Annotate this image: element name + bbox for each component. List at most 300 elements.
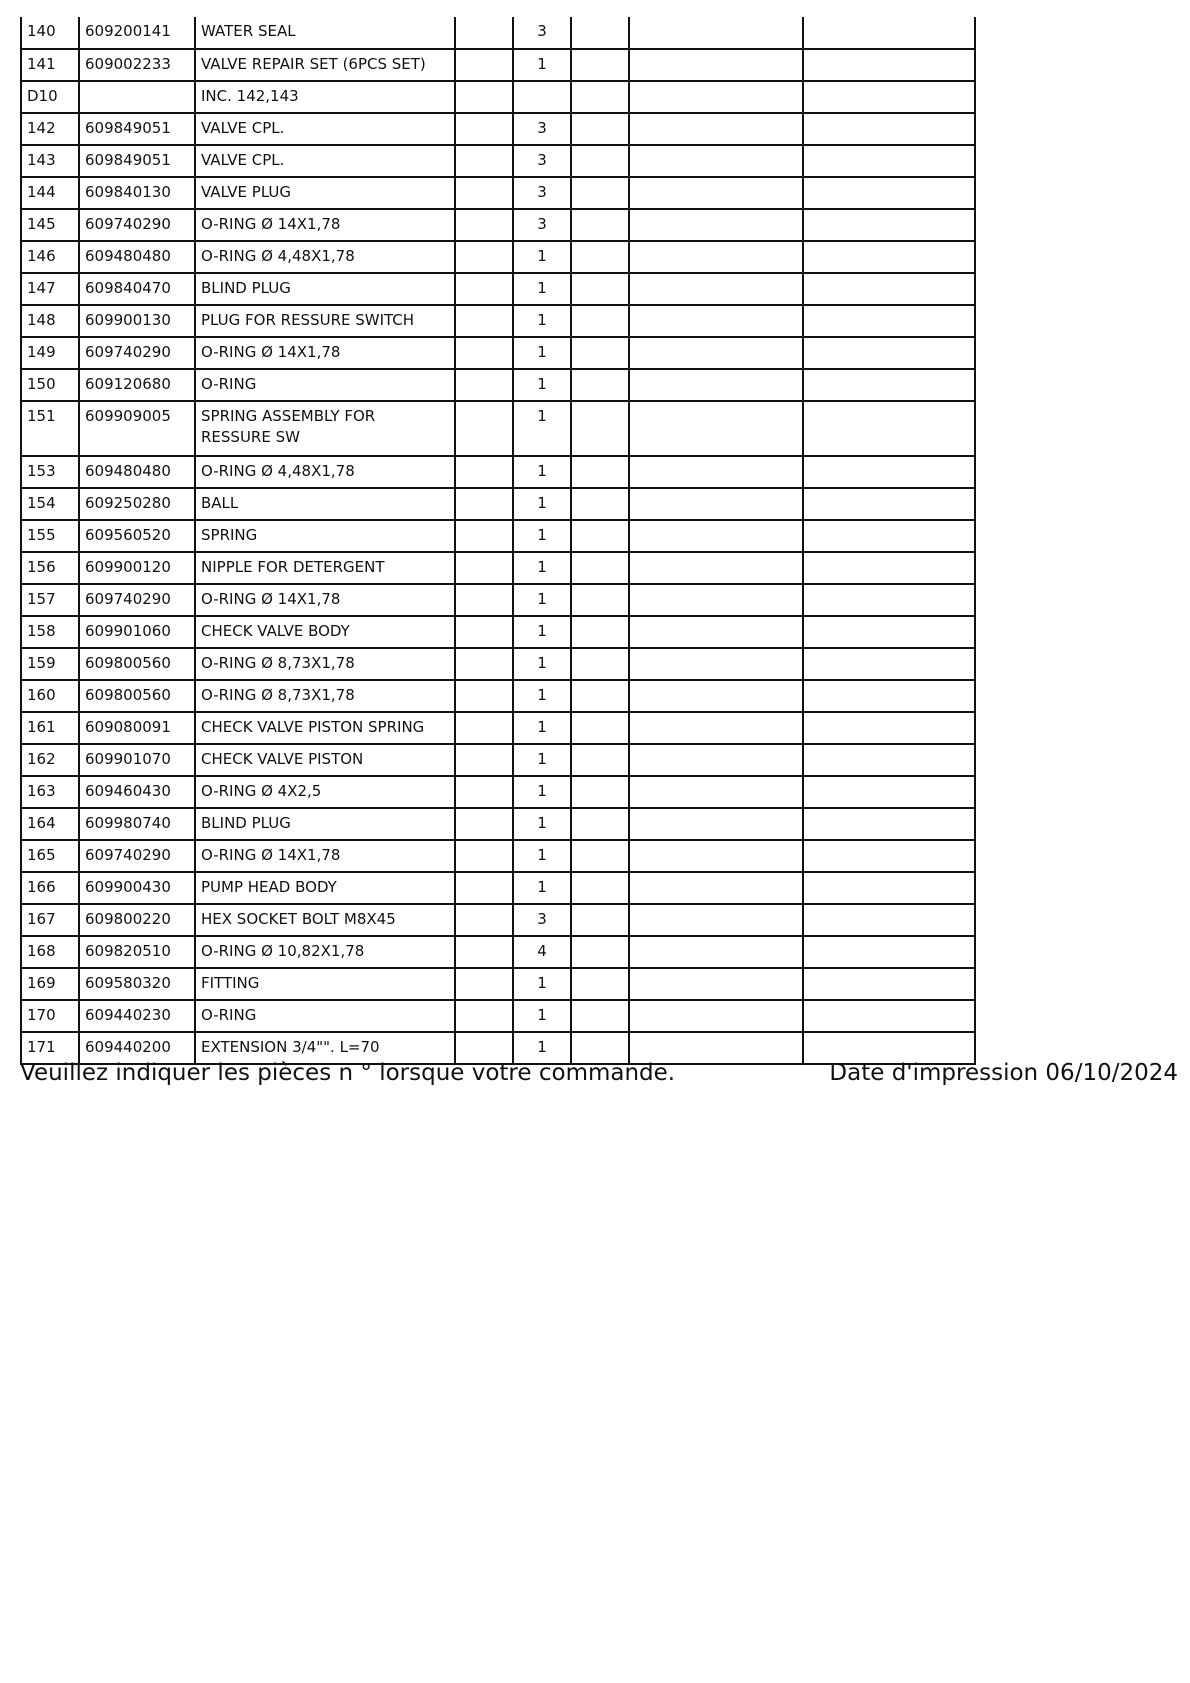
quantity-text: 1 [537, 750, 547, 768]
table-row [21, 776, 975, 808]
table-row [21, 840, 975, 872]
blank-cell [803, 273, 975, 305]
quantity-text: 1 [537, 878, 547, 896]
blank-text [461, 457, 507, 461]
blank-text [635, 553, 797, 557]
part-code-text: 609900120 [85, 558, 171, 576]
blank-cell [803, 872, 975, 904]
part-number-cell [21, 808, 79, 840]
table-row [21, 49, 975, 81]
blank-text [577, 306, 623, 310]
quantity-text: 1 [537, 718, 547, 736]
quantity-text: 1 [537, 55, 547, 73]
blank-text [577, 210, 623, 214]
quantity-text: 1 [537, 462, 547, 480]
part-code-cell [79, 177, 195, 209]
blank-cell [803, 584, 975, 616]
part-number-cell [21, 273, 79, 305]
blank-cell [571, 712, 629, 744]
blank-text [461, 521, 507, 525]
part-description-cell [195, 209, 455, 241]
table-row [21, 81, 975, 113]
part-description-text: O-RING Ø 14X1,78 [201, 590, 341, 608]
blank-text [635, 841, 797, 845]
quantity-text: 1 [537, 814, 547, 832]
part-code-text: 609740290 [85, 343, 171, 361]
blank-text [461, 649, 507, 653]
part-number-text: 162 [27, 750, 56, 768]
blank-cell [455, 401, 513, 456]
part-number-text: 157 [27, 590, 56, 608]
part-description-cell [195, 776, 455, 808]
part-code-text: 609250280 [85, 494, 171, 512]
blank-text [461, 489, 507, 493]
table-row [21, 273, 975, 305]
blank-cell [455, 145, 513, 177]
part-code-cell [79, 305, 195, 337]
blank-text [461, 114, 507, 118]
part-code-text [85, 82, 189, 86]
blank-text [809, 210, 969, 214]
blank-text [635, 178, 797, 182]
part-number-text: 164 [27, 814, 56, 832]
part-number-cell [21, 49, 79, 81]
blank-text [577, 274, 623, 278]
part-number-text: 145 [27, 215, 56, 233]
blank-cell [455, 648, 513, 680]
quantity-cell [513, 744, 571, 776]
blank-cell [571, 17, 629, 49]
blank-cell [571, 49, 629, 81]
part-number-cell [21, 456, 79, 488]
quantity-cell [513, 968, 571, 1000]
blank-cell [455, 808, 513, 840]
quantity-text: 1 [537, 279, 547, 297]
part-description-cell [195, 401, 455, 456]
blank-cell [571, 648, 629, 680]
part-description-cell [195, 177, 455, 209]
blank-text [809, 905, 969, 909]
part-number-cell [21, 17, 79, 49]
table-row [21, 904, 975, 936]
quantity-text: 1 [537, 375, 547, 393]
blank-cell [571, 241, 629, 273]
blank-cell [803, 808, 975, 840]
table-row [21, 113, 975, 145]
part-description-text: BALL [201, 494, 239, 512]
part-number-cell [21, 520, 79, 552]
part-number-cell [21, 113, 79, 145]
blank-text [461, 370, 507, 374]
part-number-cell [21, 337, 79, 369]
quantity-text: 1 [537, 974, 547, 992]
blank-cell [571, 520, 629, 552]
blank-cell [629, 584, 803, 616]
quantity-text: 1 [537, 622, 547, 640]
blank-text [635, 82, 797, 86]
part-description-text: O-RING Ø 14X1,78 [201, 343, 341, 361]
part-description-cell [195, 456, 455, 488]
blank-text [461, 17, 507, 21]
part-code-text: 609740290 [85, 215, 171, 233]
blank-text [461, 681, 507, 685]
blank-cell [455, 241, 513, 273]
blank-text [809, 713, 969, 717]
quantity-text: 3 [537, 910, 547, 928]
part-code-text: 609820510 [85, 942, 171, 960]
blank-text [809, 937, 969, 941]
blank-text [577, 745, 623, 749]
blank-text [461, 338, 507, 342]
part-description-text: O-RING [201, 375, 257, 393]
part-number-text: 161 [27, 718, 56, 736]
part-code-cell [79, 81, 195, 113]
blank-cell [629, 872, 803, 904]
part-description-cell [195, 273, 455, 305]
quantity-cell [513, 488, 571, 520]
blank-text [577, 777, 623, 781]
part-number-text: 142 [27, 119, 56, 137]
part-code-cell [79, 17, 195, 49]
part-number-cell [21, 712, 79, 744]
blank-cell [455, 680, 513, 712]
blank-text [577, 242, 623, 246]
part-code-cell [79, 552, 195, 584]
part-code-cell [79, 49, 195, 81]
table-row [21, 337, 975, 369]
part-number-text: 153 [27, 462, 56, 480]
quantity-cell [513, 456, 571, 488]
blank-text [809, 242, 969, 246]
blank-cell [629, 1000, 803, 1032]
part-description-cell [195, 936, 455, 968]
quantity-text: 1 [537, 1006, 547, 1024]
blank-cell [455, 1000, 513, 1032]
blank-text [461, 969, 507, 973]
blank-text [577, 178, 623, 182]
part-description-text: CHECK VALVE PISTON [201, 750, 364, 768]
blank-cell [571, 145, 629, 177]
table-row [21, 936, 975, 968]
quantity-text: 1 [537, 407, 547, 425]
blank-cell [803, 488, 975, 520]
part-code-text: 609460430 [85, 782, 171, 800]
blank-text [635, 873, 797, 877]
blank-cell [629, 49, 803, 81]
blank-cell [629, 488, 803, 520]
table-row [21, 241, 975, 273]
part-number-text: 146 [27, 247, 56, 265]
quantity-text: 3 [537, 151, 547, 169]
quantity-text: 1 [537, 311, 547, 329]
part-description-text: O-RING Ø 14X1,78 [201, 215, 341, 233]
blank-cell [629, 241, 803, 273]
blank-cell [803, 616, 975, 648]
blank-text [635, 905, 797, 909]
part-description-text: VALVE CPL. [201, 151, 285, 169]
part-number-text: 158 [27, 622, 56, 640]
part-code-text: 609440200 [85, 1038, 171, 1056]
part-description-cell [195, 241, 455, 273]
blank-cell [571, 744, 629, 776]
part-number-text: 165 [27, 846, 56, 864]
blank-cell [803, 49, 975, 81]
blank-cell [629, 337, 803, 369]
quantity-text: 3 [537, 215, 547, 233]
blank-text [461, 146, 507, 150]
blank-text [461, 210, 507, 214]
part-description-cell [195, 520, 455, 552]
part-code-text: 609800560 [85, 654, 171, 672]
blank-text [635, 457, 797, 461]
part-number-cell [21, 552, 79, 584]
quantity-cell [513, 273, 571, 305]
blank-cell [455, 968, 513, 1000]
blank-text [809, 274, 969, 278]
part-number-text: 171 [27, 1038, 56, 1056]
part-description-cell [195, 145, 455, 177]
blank-text [461, 841, 507, 845]
quantity-text: 1 [537, 782, 547, 800]
blank-cell [629, 520, 803, 552]
quantity-text: 1 [537, 846, 547, 864]
blank-cell [803, 401, 975, 456]
blank-text [809, 681, 969, 685]
blank-text [577, 809, 623, 813]
blank-cell [571, 616, 629, 648]
part-description-text: FITTING [201, 974, 260, 992]
quantity-text: 3 [537, 119, 547, 137]
part-description-cell [195, 337, 455, 369]
part-number-cell [21, 744, 79, 776]
blank-cell [629, 369, 803, 401]
part-code-text: 609840130 [85, 183, 171, 201]
table-row [21, 712, 975, 744]
blank-text [809, 17, 969, 21]
part-number-cell [21, 305, 79, 337]
blank-text [809, 457, 969, 461]
blank-cell [455, 616, 513, 648]
blank-cell [803, 840, 975, 872]
part-code-text: 609480480 [85, 247, 171, 265]
blank-cell [455, 872, 513, 904]
blank-text [635, 50, 797, 54]
blank-cell [803, 145, 975, 177]
part-code-text: 609900130 [85, 311, 171, 329]
blank-text [635, 969, 797, 973]
quantity-cell [513, 712, 571, 744]
part-code-text: 609849051 [85, 151, 171, 169]
part-code-cell [79, 209, 195, 241]
part-description-text: BLIND PLUG [201, 814, 291, 832]
part-code-cell [79, 680, 195, 712]
blank-cell [455, 552, 513, 584]
part-code-text: 609901070 [85, 750, 171, 768]
part-code-text: 609002233 [85, 55, 171, 73]
part-description-cell [195, 552, 455, 584]
blank-cell [571, 456, 629, 488]
blank-cell [455, 776, 513, 808]
blank-text [461, 402, 507, 406]
blank-cell [629, 17, 803, 49]
quantity-text: 3 [537, 183, 547, 201]
part-description-cell [195, 369, 455, 401]
blank-text [461, 82, 507, 86]
blank-cell [455, 337, 513, 369]
blank-cell [571, 337, 629, 369]
blank-text [577, 1033, 623, 1037]
blank-text [577, 402, 623, 406]
part-code-text: 609200141 [85, 22, 171, 40]
quantity-cell [513, 936, 571, 968]
blank-text [577, 114, 623, 118]
parts-table-body [21, 17, 975, 1064]
blank-cell [571, 209, 629, 241]
blank-cell [571, 552, 629, 584]
part-number-text: 147 [27, 279, 56, 297]
blank-text [635, 585, 797, 589]
quantity-cell [513, 81, 571, 113]
blank-cell [571, 113, 629, 145]
blank-cell [803, 241, 975, 273]
part-code-cell [79, 840, 195, 872]
blank-text [461, 873, 507, 877]
quantity-text: 1 [537, 590, 547, 608]
blank-text [809, 50, 969, 54]
part-description-cell [195, 872, 455, 904]
blank-cell [629, 456, 803, 488]
part-description-cell [195, 968, 455, 1000]
blank-text [635, 370, 797, 374]
blank-text [577, 617, 623, 621]
part-description-cell [195, 81, 455, 113]
blank-cell [803, 712, 975, 744]
part-description-text: CHECK VALVE BODY [201, 622, 350, 640]
table-row [21, 488, 975, 520]
blank-text [461, 306, 507, 310]
blank-text [809, 338, 969, 342]
blank-text [461, 713, 507, 717]
part-number-cell [21, 968, 79, 1000]
blank-text [577, 370, 623, 374]
part-description-text: SPRING ASSEMBLY FOR RESSURE SW [201, 407, 376, 446]
blank-cell [803, 776, 975, 808]
part-number-cell [21, 616, 79, 648]
blank-text [577, 681, 623, 685]
blank-cell [571, 680, 629, 712]
blank-cell [803, 744, 975, 776]
quantity-text: 1 [537, 654, 547, 672]
blank-text [577, 713, 623, 717]
part-number-text: 156 [27, 558, 56, 576]
quantity-cell [513, 337, 571, 369]
blank-cell [629, 616, 803, 648]
part-description-cell [195, 904, 455, 936]
part-description-cell [195, 488, 455, 520]
blank-cell [629, 680, 803, 712]
blank-text [577, 489, 623, 493]
table-row [21, 744, 975, 776]
part-code-text: 609480480 [85, 462, 171, 480]
part-description-cell [195, 1000, 455, 1032]
blank-cell [803, 369, 975, 401]
part-number-cell [21, 936, 79, 968]
quantity-text: 1 [537, 526, 547, 544]
blank-cell [455, 488, 513, 520]
blank-text [809, 809, 969, 813]
quantity-cell [513, 241, 571, 273]
blank-text [577, 338, 623, 342]
table-row [21, 680, 975, 712]
quantity-text [519, 82, 565, 86]
part-description-text: HEX SOCKET BOLT M8X45 [201, 910, 396, 928]
part-number-text: 170 [27, 1006, 56, 1024]
blank-cell [803, 936, 975, 968]
part-number-text: 150 [27, 375, 56, 393]
blank-cell [803, 305, 975, 337]
quantity-cell [513, 872, 571, 904]
quantity-text: 4 [537, 942, 547, 960]
quantity-cell [513, 177, 571, 209]
blank-text [809, 585, 969, 589]
part-code-cell [79, 337, 195, 369]
part-number-text: 144 [27, 183, 56, 201]
part-code-cell [79, 584, 195, 616]
blank-cell [455, 17, 513, 49]
part-code-cell [79, 872, 195, 904]
blank-text [809, 649, 969, 653]
blank-text [577, 82, 623, 86]
blank-cell [629, 552, 803, 584]
blank-cell [571, 401, 629, 456]
quantity-cell [513, 808, 571, 840]
blank-cell [571, 488, 629, 520]
part-number-cell [21, 680, 79, 712]
blank-text [461, 553, 507, 557]
blank-text [461, 178, 507, 182]
table-row [21, 401, 975, 456]
part-description-cell [195, 744, 455, 776]
part-description-cell [195, 648, 455, 680]
blank-cell [455, 305, 513, 337]
parts-table [20, 17, 976, 1065]
part-number-text: 155 [27, 526, 56, 544]
table-row [21, 872, 975, 904]
part-code-text: 609980740 [85, 814, 171, 832]
blank-text [809, 617, 969, 621]
blank-cell [455, 904, 513, 936]
table-row [21, 520, 975, 552]
part-number-text: 149 [27, 343, 56, 361]
blank-cell [455, 49, 513, 81]
part-code-cell [79, 1000, 195, 1032]
part-code-cell [79, 616, 195, 648]
blank-cell [803, 904, 975, 936]
blank-text [635, 681, 797, 685]
blank-text [577, 937, 623, 941]
part-description-text: PUMP HEAD BODY [201, 878, 337, 896]
quantity-cell [513, 776, 571, 808]
blank-cell [571, 584, 629, 616]
blank-text [809, 146, 969, 150]
quantity-text: 3 [537, 22, 547, 40]
part-number-text: 148 [27, 311, 56, 329]
part-code-cell [79, 712, 195, 744]
blank-cell [455, 209, 513, 241]
blank-cell [455, 712, 513, 744]
part-description-text: NIPPLE FOR DETERGENT [201, 558, 385, 576]
part-code-text: 609740290 [85, 846, 171, 864]
